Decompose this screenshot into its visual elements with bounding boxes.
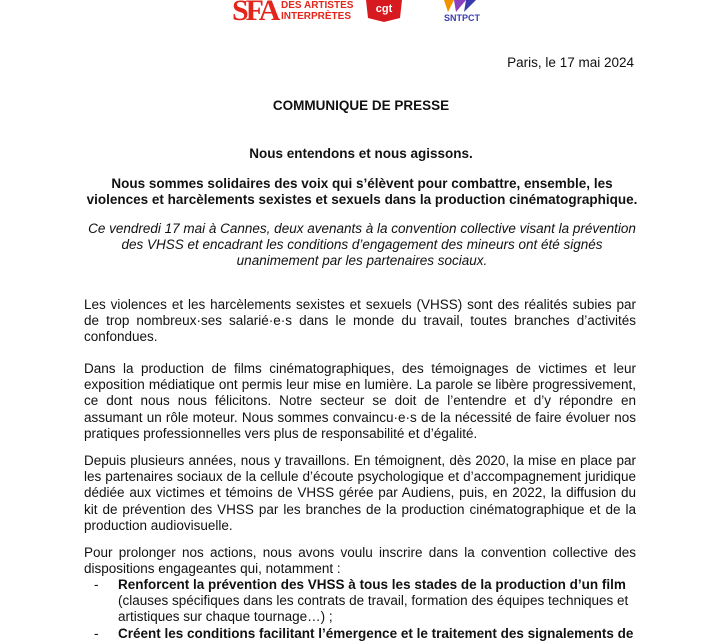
body-paragraph: Depuis plusieurs années, nous y travaillons. En témoignent, dès 2020, la mise en place par les partenaires sociaux de la cellule d’écoute psychologique et d’accompagnement juridique dédiée aux victimes et témoins de VHSS gérée par Audiens, puis, en 2022, la diffusion du kit de prévention des VHSS par les branches de la production cinématographique et de la production audiovisuelle.	[84, 453, 636, 533]
tagline: Nous entendons et nous agissons.	[249, 146, 473, 161]
measures-list	[84, 577, 636, 642]
sfa-logo-line-2: INTERPRÈTES	[281, 11, 352, 22]
logo-bar	[0, 0, 722, 30]
document-date: Paris, le 17 mai 2024	[507, 55, 634, 70]
sfa-logo-caption	[281, 0, 353, 22]
sntpct-logo-label: SNTPCT	[444, 13, 480, 23]
list-item	[84, 626, 636, 642]
body-paragraph: Pour prolonger nos actions, nous avons voulu inscrire dans la convention collective des dispositions engageantes qui, notamment :	[84, 545, 636, 577]
list-item	[84, 577, 636, 626]
cgt-logo	[364, 0, 404, 22]
cgt-logo-text: cgt	[375, 3, 393, 15]
list-item-text: (clauses spécifiques dans les contrats de travail, formation des équipes techniques et artistiques sur chaque tournage…) ;	[118, 593, 629, 625]
body-paragraph: Dans la production de films cinématographiques, des témoignages de victimes et leur exposition médiatique ont permis leur mise en lumière. La parole se libère progressivement, ce dont nous nous félicitons. Notre secteur se doit de l’entendre et d’y répondre en assumant un rôle moteur. Nous sommes convaincu·e·s de la nécessité de faire évoluer nos pratiques professionnelles vers plus de responsabilité et d’égalité.	[84, 361, 636, 441]
list-item-emphasis: Créent les conditions facilitant l’émergence et le traitement des signalements de	[118, 625, 634, 641]
list-dash: -	[94, 625, 99, 641]
lead-paragraph: Ce vendredi 17 mai à Cannes, deux avenants à la convention collective visant la prévention des VHSS et encadrant les conditions d’engagement des mineurs ont été signés unanimement par les partenaires sociaux.	[88, 221, 636, 268]
list-item-emphasis: Renforcent la prévention des VHSS à tous les stades de la production d’un film	[118, 577, 626, 592]
sfa-logo-line-1: DES ARTISTES	[281, 0, 354, 11]
document-heading: COMMUNIQUE DE PRESSE	[272, 98, 450, 113]
subheading: Nous sommes solidaires des voix qui s’élèvent pour combattre, ensemble, les violences et harcèlements sexistes et sexuels dans la production cinématographique.	[86, 176, 638, 207]
sfa-logo: SFA	[232, 0, 278, 27]
body-paragraph: Les violences et les harcèlements sexistes et sexuels (VHSS) sont des réalités subies par de trop nombreux·ses salarié·e·s dans le monde du travail, toutes branches d’activités confondues.	[84, 297, 636, 345]
list-dash: -	[94, 577, 99, 592]
